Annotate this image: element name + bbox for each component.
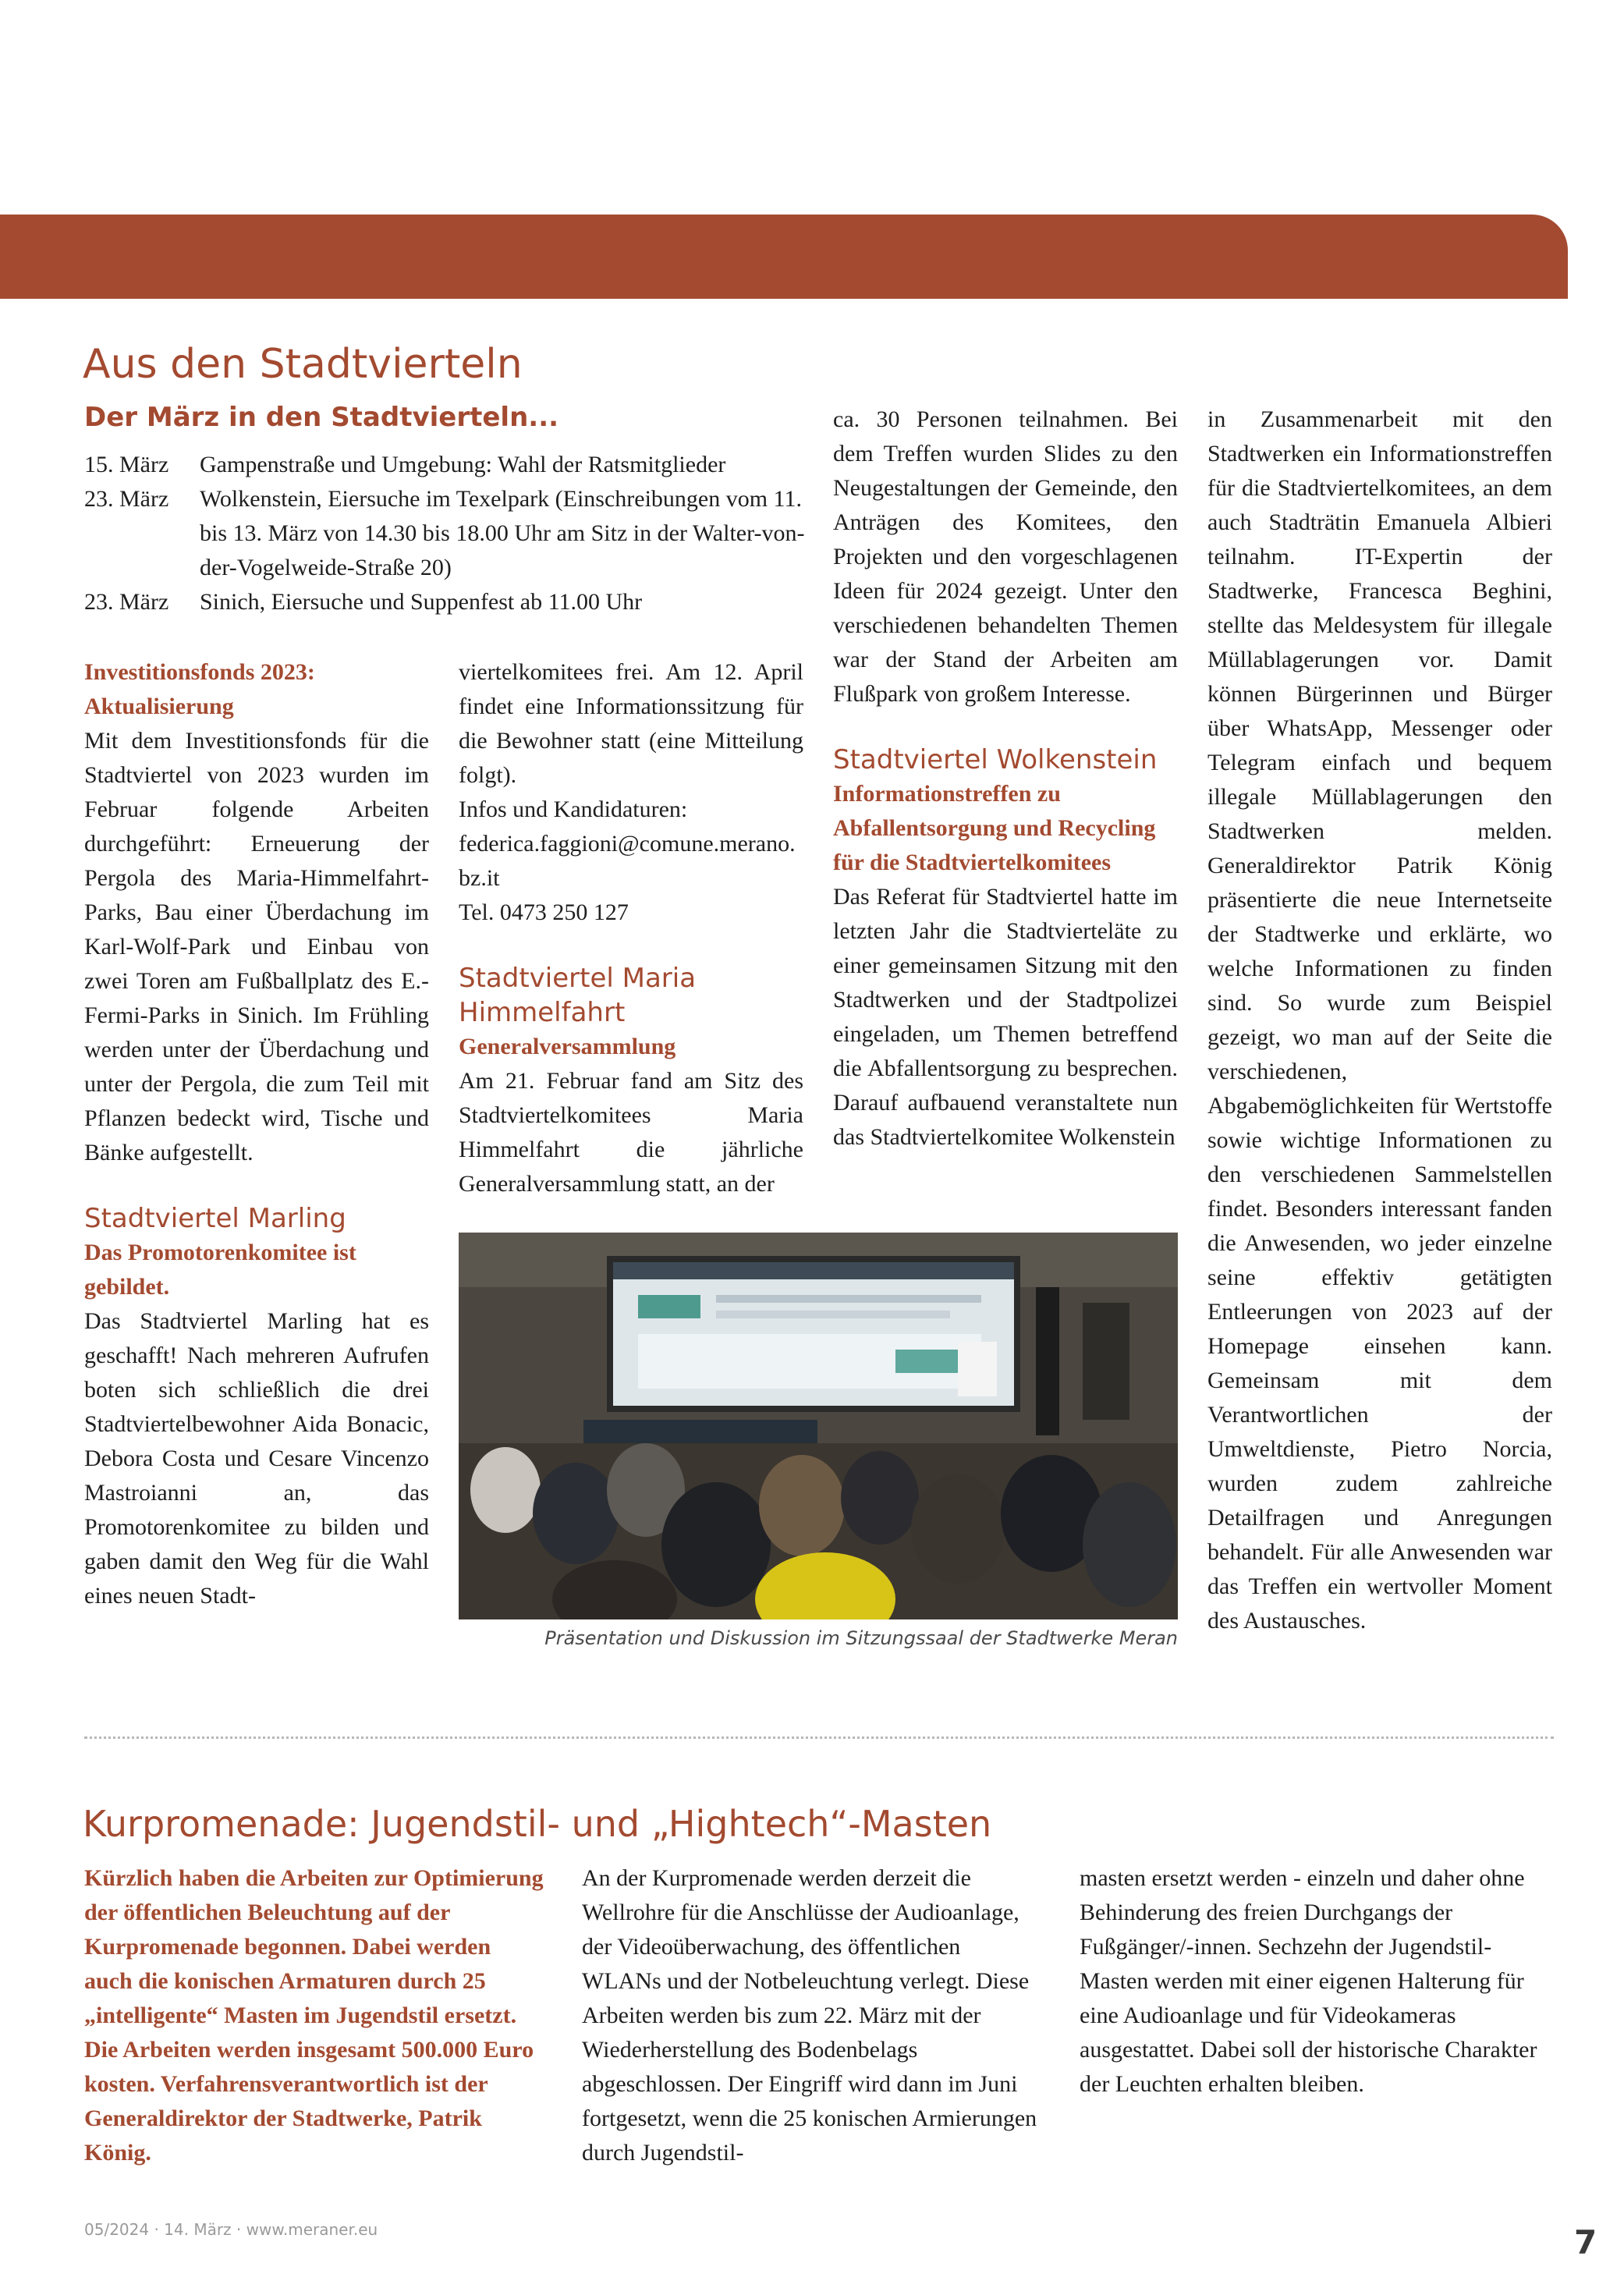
invest-body: Mit dem Investitionsfonds für die Stadtviertel von 2023 wurden im Februar folgende Arbeiten durchgeführt: Erneuerung der Pergola des Maria-Himmelfahrt-Parks, Bau einer Überdachung im Karl-Wolf-Park und Einbau von zwei Toren am Fußballplatz des E.-Fermi-Parks in Sinich. Im Frühling werden unter der Überdachung und unter der Pergola, die zum Teil mit Pflanzen bedeckt wird, Tische und Bänke aufgestellt. (84, 728, 429, 1165)
maria-body: Am 21. Februar fand am Sitz des Stadtviertelkomitees Maria Himmelfahrt die jährliche Generalversammlung statt, an der (459, 1068, 803, 1197)
column-2 (459, 655, 803, 1201)
meeting-photo-illustration (459, 1233, 1178, 1619)
page-number: 7 (1574, 2223, 1597, 2261)
kurpromenade-body-1: An der Kurpromenade werden derzeit die Wellrohre für die Anschlüsse der Audioanlage, der Videoüberwachung, des öffentlichen WLANs und der Notbeleuchtung verlegt. Diese Arbeiten werden bis zum 22. März mit der Wiederherstellung des Bodenbelags abgeschlossen. Der Eingriff wird dann im Juni fortgesetzt, wenn die 25 konischen Armierungen durch Jugendstil- (582, 1865, 1037, 2166)
kurpromenade-column-2 (582, 1861, 1042, 2170)
marling-continued: viertelkomitees frei. Am 12. April findet eine Informationssitzung für die Bewohner statt (eine Mitteilung folgt). (459, 659, 803, 788)
section-divider (84, 1736, 1554, 1739)
wolkenstein-heading: Stadtviertel Wolkenstein (833, 744, 1158, 775)
maria-heading: Stadtviertel Maria Himmelfahrt (459, 963, 697, 1028)
section-subtitle: Der März in den Stadtvierteln... (84, 402, 559, 433)
marling-email: federica.faggioni@comune.merano.bz.it (459, 831, 796, 891)
kurpromenade-lead-text: Kürzlich haben die Arbeiten zur Optimierung der öffentlichen Beleuchtung auf der Kurpromenade begonnen. Dabei werden auch die konischen Armaturen durch 25 „intelligente“ Masten im Jugendstil ersetzt. Die Arbeiten werden insgesamt 500.000 Euro kosten. Verfahrensverantwortlich ist der Generaldirektor der Stadtwerke, Patrik König. (84, 1865, 544, 2166)
marling-heading: Stadtviertel Marling (84, 1203, 346, 1234)
schedule-date: 23. März (84, 486, 169, 512)
wolkenstein-continued: in Zusammenarbeit mit den Stadtwerken ein Informationstreffen für die Stadtviertelkomitees, an dem auch Stadträtin Emanuela Albieri teilnahm. IT-Expertin der Stadtwerke, Francesca Beghini, stellte das Meldesystem für illegale Müllablagerungen vor. Damit können Bürgerinnen und Bürger über WhatsApp, Messenger oder Telegram einfach und bequem illegale Müllablagerungen den Stadtwerken melden. Generaldirektor Patrik König präsentierte die neue Internetseite der Stadtwerke und erklärte, wo welche Informationen zu finden sind. So wurde zum Beispiel gezeigt, wo man auf der Seite die verschiedenen, Abgabemöglichkeiten für Wertstoffe sowie wichtige Informationen zu den verschiedenen Sammelstellen findet. Besonders interessant fanden die Anwesenden, wo jeder einzelne seine effektiv getätigten Entleerungen von 2023 auf der Homepage einsehen kann. Gemeinsam mit dem Verantwortlichen der Umweltdienste, Pietro Norcia, wurden zudem zahlreiche Detailfragen und Anregungen behandelt. Für alle Anwesenden war das Treffen ein wertvoller Moment des Austausches. (1207, 406, 1552, 1634)
meeting-photo (459, 1233, 1178, 1619)
header-band (0, 215, 1568, 299)
kurpromenade-body-2: masten ersetzt werden - einzeln und daher ohne Behinderung des freien Durchgangs der Fußgänger/-innen. Sechzehn der Jugendstil-Masten werden mit einer eigenen Halterung für eine Audioanlage und für Videokameras ausgestattet. Dabei soll der historische Charakter der Leuchten erhalten bleiben. (1080, 1865, 1537, 2097)
schedule-text: Sinich, Eiersuche und Suppenfest ab 11.00 Uhr (200, 589, 643, 615)
marling-body: Das Stadtviertel Marling hat es geschafft! Nach mehreren Aufrufen boten sich schließlich die drei Stadtviertelbewohner Aida Bonacic, Debora Costa und Cesare Vincenzo Mastroianni an, das Promotorenkomitee zu bilden und gaben damit den Weg für die Wahl eines neuen Stadt- (84, 1308, 429, 1609)
column-4 (1207, 403, 1552, 1638)
photo-caption: Präsentation und Diskussion im Sitzungssaal der Stadtwerke Meran (544, 1627, 1178, 1649)
schedule-item (84, 448, 810, 482)
section-title: Aus den Stadtvierteln (83, 341, 523, 388)
schedule-date: 23. März (84, 589, 169, 615)
schedule-text: Wolkenstein, Eiersuche im Texelpark (Einschreibungen vom 11. bis 13. März von 14.30 bis 18.00 Uhr am Sitz in der Walter-von-der-Vogelweide-Straße 20) (200, 486, 805, 580)
schedule-date: 15. März (84, 452, 169, 477)
marling-phone: Tel. 0473 250 127 (459, 899, 629, 925)
marling-info-label: Infos und Kandidaturen: (459, 796, 688, 822)
schedule-item (84, 482, 810, 585)
kurpromenade-column-3 (1080, 1861, 1540, 2102)
footer-issue: 05/2024 · 14. März · www.meraner.eu (84, 2220, 378, 2239)
wolkenstein-body: Das Referat für Stadtviertel hatte im letzten Jahr die Stadtvierteläte zu einer gemeinsamen Sitzung mit den Stadtwerken und der Stadtpolizei eingeladen, um Themen betreffend die Abfallentsorgung zu besprechen. Darauf aufbauend veranstaltete nun das Stadtviertelkomitee Wolkenstein (833, 884, 1178, 1150)
schedule-text: Gampenstraße und Umgebung: Wahl der Ratsmitglieder (200, 452, 726, 477)
wolkenstein-subheading: Informationstreffen zu Abfallentsorgung und Recycling für die Stadtviertelkomitees (833, 781, 1156, 875)
schedule-item (84, 585, 810, 619)
marling-subheading: Das Promotorenkomitee ist gebildet. (84, 1240, 356, 1300)
maria-continued: ca. 30 Personen teilnahmen. Bei dem Treffen wurden Slides zu den Neugestaltungen der Gemeinde, den Anträgen des Komitees, den Projekten und den vorgeschlagenen Ideen für 2024 gezeigt. Unter den verschiedenen behandelten Themen war der Stand der Arbeiten am Flußpark von großem Interesse. (833, 406, 1178, 707)
invest-heading: Investitionsfonds 2023: Aktualisierung (84, 659, 315, 719)
maria-subheading: Generalversammlung (459, 1034, 676, 1059)
column-1 (84, 655, 429, 1613)
schedule-list (84, 448, 810, 619)
kurpromenade-title: Kurpromenade: Jugendstil- und „Hightech“-Masten (83, 1803, 992, 1845)
column-3 (833, 403, 1178, 1155)
kurpromenade-lead (84, 1861, 544, 2170)
